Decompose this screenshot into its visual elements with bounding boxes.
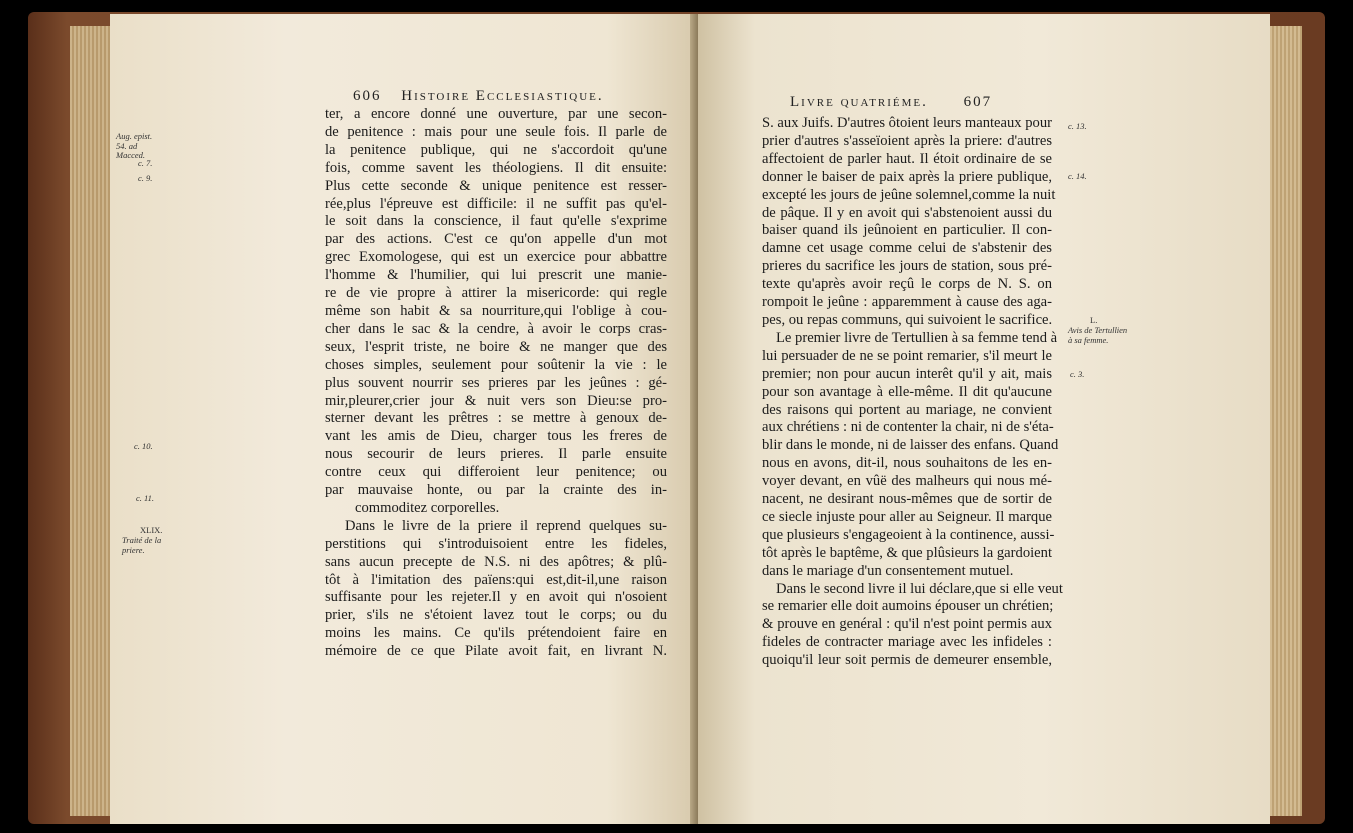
- text-line: par mauvaise honte, ou par la crainte des in-: [325, 482, 667, 499]
- text-line: quoiqu'il leur soit permis de demeurer ensemble,: [762, 652, 1052, 669]
- text-line: se remarier elle doit aumoins épouser un chrétien;: [762, 598, 1054, 615]
- left-page: [110, 14, 695, 824]
- margin-note: c. 7.: [138, 158, 153, 168]
- text-line: Dans le second livre il lui déclare,que si elle veut: [776, 580, 1063, 597]
- margin-note: Traité de la priere.: [122, 535, 162, 555]
- text-line: que plusieurs s'engageoient à la continence, aussi-: [762, 526, 1055, 543]
- text-line: aux chrétiens : ni de contenter la chair, ni de s'éta-: [762, 419, 1054, 436]
- text-line: de penitence : mais pour une seule fois. Il parle de: [325, 123, 667, 140]
- text-line: vant les amis de Dieu, charger tous les freres de: [325, 428, 667, 445]
- margin-note: c. 9.: [138, 173, 153, 183]
- text-line: de pâque. Il y en avoit qui s'abstenoient aussi du: [762, 204, 1052, 221]
- text-line: nous en avons, dit-il, nous souhaitons de les en-: [762, 455, 1052, 472]
- text-line: mir,pleurer,crier jour & nuit vers son Dieu:se pro-: [325, 392, 667, 409]
- text-line: excepté les jours de jeûne solemnel,comme la nuit: [762, 186, 1056, 203]
- text-line: re de vie propre à attirer la misericorde: qui regle: [325, 285, 667, 302]
- text-line: baiser quand ils jeûnoient en particulier. Il con-: [762, 222, 1052, 239]
- text-line: mémoire de ce que Pilate avoit fait, en livrant N.: [325, 643, 667, 660]
- text-line: Le premier livre de Tertullien à sa femme tend à: [776, 329, 1058, 346]
- left-page-number: 606: [353, 88, 382, 104]
- right-page-number: 607: [963, 94, 993, 110]
- text-line: seux, l'esprit triste, ne boire & ne manger que des: [325, 338, 667, 355]
- text-line: dans le mariage d'un consentement mutuel.: [762, 562, 1014, 579]
- margin-note: XLIX.: [140, 525, 163, 535]
- text-line: blir dans le monde, ni de laisser des enfans. Quand: [762, 437, 1059, 454]
- text-line: pour son avantage à elle-même. Il dit qu'aucune: [762, 383, 1052, 400]
- text-line: rée,plus l'épreuve est difficile: il ne suffit pas qu'el-: [325, 195, 667, 212]
- text-line: choses simples, seulement pour soûtenir la vie : le: [325, 356, 667, 373]
- text-line: fideles de contracter mariage avec les infideles :: [762, 634, 1052, 651]
- left-running-title: Histoire Ecclesiastique.: [401, 88, 604, 104]
- margin-note: Aug. epist. 54. ad Macced.: [116, 131, 153, 160]
- text-line: donner le baiser de paix après la priere publique,: [762, 168, 1052, 185]
- text-line: sans aucun precepte de N.S. ni des apôtres; & plû-: [325, 553, 667, 570]
- left-body-text: [325, 106, 667, 661]
- text-line: S. aux Juifs. D'autres ôtoient leurs manteaux pour: [762, 115, 1052, 131]
- text-line: la penitence publique, qui ne s'accordoit qu'une: [325, 141, 667, 158]
- left-running-head: [353, 88, 604, 105]
- text-line: tôt après le baptême, & que plûsieurs la gardoient: [762, 544, 1052, 561]
- text-line: damne cet usage comme celui de s'abstenir des: [762, 240, 1052, 257]
- text-line: & prouve en genéral : qu'il n'est point permis aux: [762, 616, 1052, 633]
- text-line: nous secourir de leurs prieres. Il parle ensuite: [325, 446, 667, 463]
- text-line: commoditez corporelles.: [355, 499, 500, 516]
- margin-note: Avis de Tertullien à sa femme.: [1068, 325, 1128, 345]
- right-page: [698, 14, 1270, 824]
- text-line: ce siecle injuste pour aller au Seigneur. Il marque: [762, 508, 1052, 525]
- text-line: ter, a encore donné une ouverture, par une secon-: [325, 106, 667, 122]
- text-line: texte qu'après avoir reçû le corps de N. S. on: [762, 276, 1052, 293]
- text-line: Plus cette seconde & unique penitence est resser-: [325, 177, 667, 194]
- text-line: rompoit le jeûne : apparemment à cause des aga-: [762, 294, 1052, 311]
- text-line: affectoient de parler haut. Il étoit ordinaire de se: [762, 150, 1052, 167]
- text-line: par des actions. C'est ce qu'on appelle d'un mot: [325, 231, 667, 248]
- text-line: plus souvent nourrir ses prieres par les jeûnes : gé-: [325, 374, 667, 391]
- text-line: même son habit & sa nourriture,qui l'oblige à cou-: [325, 302, 667, 319]
- text-line: pes, ou repas communs, qui suivoient le sacrifice.: [762, 311, 1053, 328]
- text-line: perstitions qui s'introduisoient entre les fideles,: [325, 535, 667, 552]
- margin-note: L.: [1090, 315, 1098, 325]
- margin-note: c. 3.: [1070, 369, 1085, 379]
- text-line: prier d'autres s'asseïoient après la priere: d'autres: [762, 132, 1052, 149]
- text-line: Dans le livre de la priere il reprend quelques su-: [345, 517, 667, 534]
- right-running-title: Livre quatriéme.: [790, 94, 928, 110]
- text-line: suffisante pour les rejeter.Il y en avoit qui n'osoient: [325, 589, 667, 606]
- text-line: premier; non pour aucun interêt qu'il y ait, mais: [762, 365, 1052, 382]
- text-line: voyer devant, en vûë des malheurs qui nous mé-: [762, 473, 1052, 490]
- text-line: tôt à l'imitation des païens:qui est,dit-il,une raison: [325, 571, 667, 588]
- text-line: nacent, ne desirant nous-mêmes que de sortir de: [762, 491, 1052, 508]
- margin-note: c. 10.: [134, 441, 153, 451]
- text-line: le soit dans la conscience, il faut qu'elle s'exprime: [325, 213, 667, 230]
- text-line: des raisons qui portent au mariage, ne convient: [762, 401, 1052, 418]
- text-line: cher dans le sac & la cendre, à avoir le corps cras-: [325, 320, 667, 337]
- text-line: grec Exomologese, qui est un exercice pour abbattre: [325, 249, 667, 266]
- text-line: fois, comme savent les théologiens. Il dit ensuite:: [325, 159, 667, 176]
- right-running-head: [790, 94, 992, 111]
- right-body-text: [762, 115, 1063, 670]
- text-line: prier, s'ils ne s'étoient lavez tout le corps; ou du: [325, 607, 667, 624]
- text-line: moins les mains. Ce qu'ils prétendoient faire en: [325, 625, 667, 642]
- margin-note: c. 13.: [1068, 121, 1087, 131]
- text-line: prieres du sacrifice les jours de station, sous pré-: [762, 258, 1052, 275]
- margin-note: c. 11.: [136, 493, 155, 503]
- text-line: contre ceux qui differoient leur penitence; ou: [325, 464, 667, 481]
- margin-note: c. 14.: [1068, 171, 1087, 181]
- text-line: lui persuader de ne se point remarier, s'il meurt le: [762, 347, 1052, 364]
- text-line: sterner devant les prêtres : se mettre à genoux de-: [325, 410, 667, 427]
- text-line: l'homme & l'humilier, qui lui prescrit une manie-: [325, 267, 667, 284]
